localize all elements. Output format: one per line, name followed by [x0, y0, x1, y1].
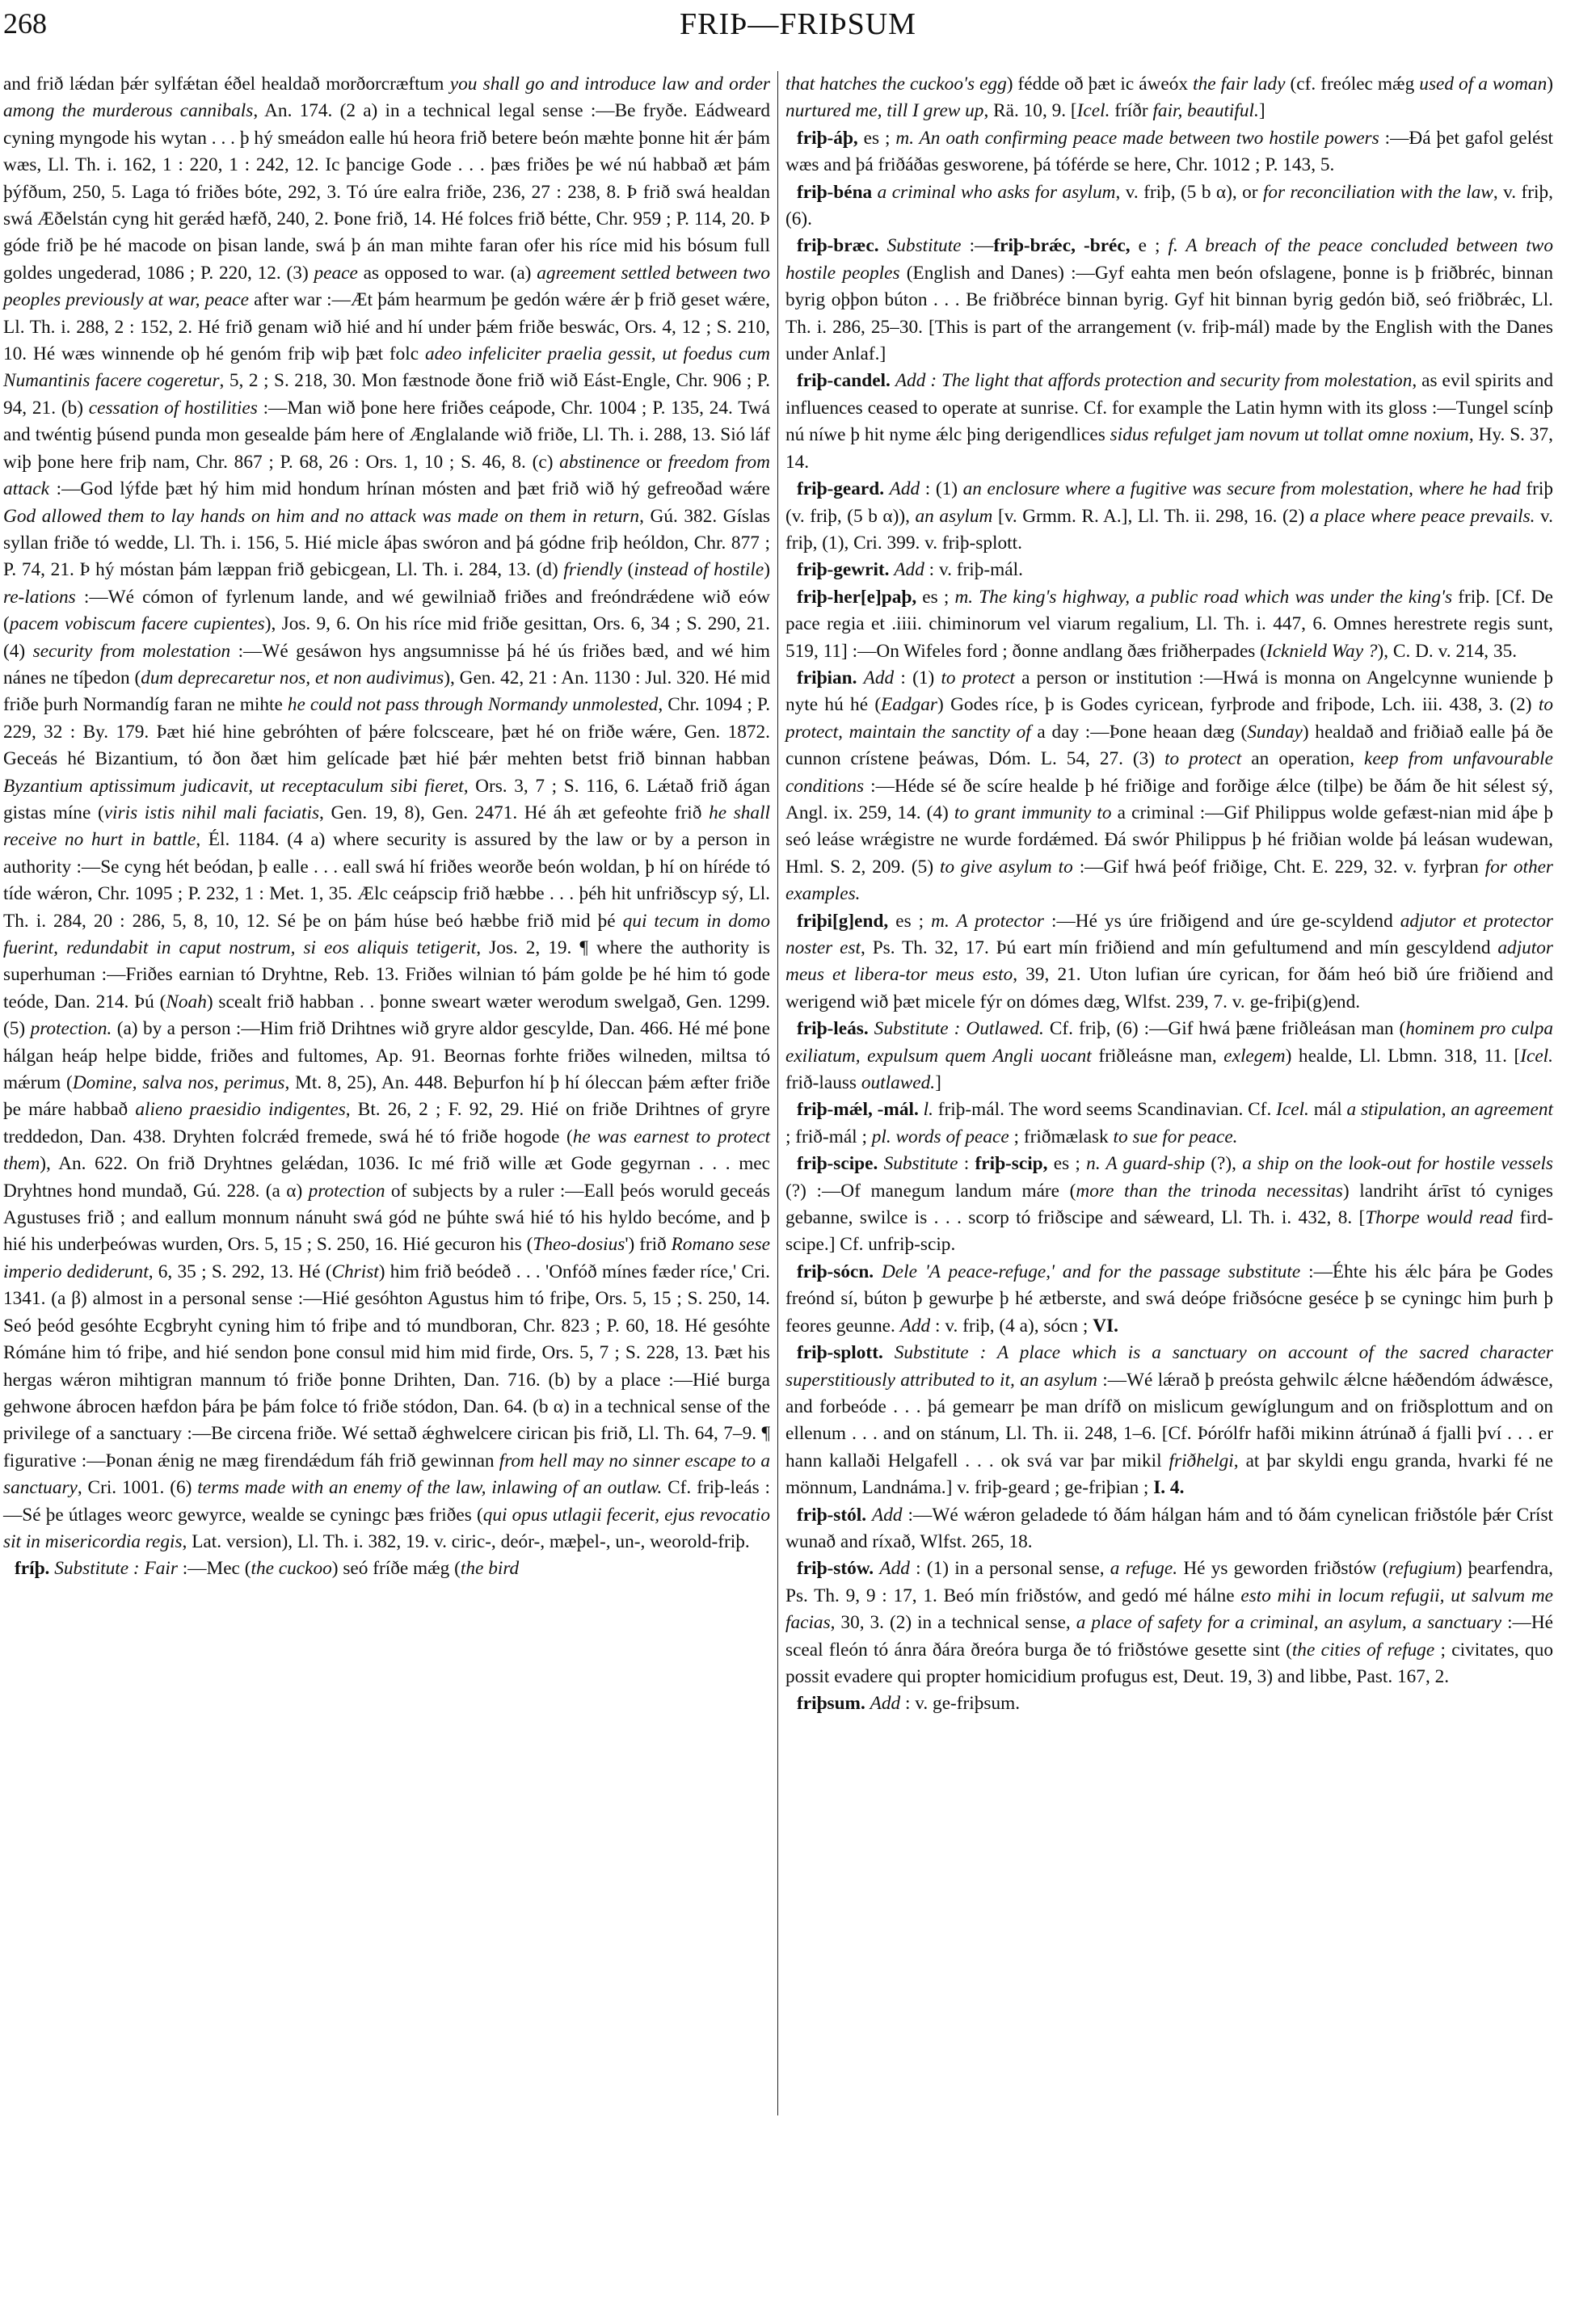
entry-continuation — [785, 71, 1553, 125]
italic-text: Theo-dosius — [533, 1234, 625, 1256]
entry-text: a criminal :—Gif Philippus wolde gefæst-nian mid áþe þ seó leáse wrǽgistre ne wurde fordǽmed. Ðá swór Philippus þ hé friðian wolde þá leásan wudewan, Hml. S. 2, 209. (5) — [785, 802, 1554, 878]
italic-text: for other examples. — [785, 856, 1553, 905]
entry-text: :—Héde sé ðe scíre healde þ hé friðige and forðige ǽlce (tilþe) be ðám ðe hit sélest sý, Angl. ix. 259, 14. (4) — [785, 775, 1553, 823]
italic-text: the cuckoo — [251, 1558, 332, 1580]
italic-text: Substitute — [886, 235, 962, 257]
entry-text: [v. Grmm. R. A.], Ll. Th. ii. 298, 16. (2) — [992, 505, 1310, 527]
entry-text: ) fédde oð þæt ic áweóx — [1006, 74, 1194, 95]
entry-text: ; friðmælask — [1009, 1126, 1114, 1147]
entry-text: ) landriht árīst tó cyniges gebanne, swilce is . . . scorp tó friðscipe and sǽweard, Ll. Th. i. 432, 8. [ — [785, 1180, 1553, 1229]
dictionary-entry — [3, 1555, 770, 1582]
entry-text: , Lat. version), Ll. Th. i. 382, 19. v. ciric-, deór-, mæþel-, un-, weorold-friþ. — [182, 1530, 750, 1552]
entry-text: ), C. D. v. 214, 35. — [1377, 640, 1518, 662]
entry-text: :—Hé ys úre friðigend and úre ge-scyldend — [1044, 910, 1400, 932]
dictionary-entry — [785, 1097, 1553, 1151]
headword: friþ-áþ, — [797, 127, 858, 149]
entry-text: an operation, — [1241, 748, 1364, 770]
entry-text: , Ps. Th. 32, 17. Þú eart mín friðiend and mín gefultumend and mín gescyldend — [861, 937, 1498, 958]
italic-text: protection. — [30, 1018, 112, 1040]
headword: friþsum. — [797, 1693, 865, 1715]
entry-text: ) þearfendra, Ps. Th. 9, 9 : 17, 1. Beó mín friðstów, and gedó mé hálne — [785, 1558, 1554, 1606]
entry-text: , Chr. 1094 ; P. 229, 32 : By. 179. Þæt hié hine gebróhten of þǽre folcsceare, þæt hé on friðe wǽre, Gen. 1872. Geceás hé Bizantium, tó ðon ðæt him gelícade þæt hié þǽr mehten betst frið binnan habban — [3, 694, 771, 770]
dictionary-entry — [785, 1151, 1553, 1259]
entry-text: ) him frið beódeð . . . 'Onfóð mínes fæder ríce,' Cri. 1341. (a β) almost in a personal sense :—Hié gesóhton Agustus him tó friþe, Ors. 5, 15 ; S. 250, 14. Seó þeód gesóhte Ecgbryht cyning him tó friþe and tó mundboran, Chr. 823 ; P. 60, 18. Hé gesóhte Rómáne him tó friþe, and hié sendon þone consul mid him mid firde, Ors. 5, 7 ; S. 228, 13. Þæt his hergas wǽron mihtigran mannum tó friðe þonne Drihten, Dan. 716. (b) by a place :—Hié burga gehwone ábrocen hæfdon þára þe þám folce tó friðe stódon, Dan. 64. (b α) in a technical sense of the privilege of a sanctuary :—Be circena friðe. Wé settað ǽghwelcere cirican þis frið, Ll. Th. 64, 7–9. ¶ figurative :—Þonan ǽnig ne mæg firendǽdum fáh frið gewinnan — [3, 1261, 771, 1471]
headword: I. 4. — [1153, 1477, 1185, 1499]
italic-text: terms made with an enemy of the law, inlawing of an outlaw. — [197, 1477, 663, 1499]
entry-text: after war :—Æt þám hearmum þe gedón wǽre ǽr þ frið geset wǽre, Ll. Th. i. 288, 2 : 152, 2. Hé frið genam wið hié and hí under þǽm friðe beswác, Ors. 4, 12 ; S. 210, 10. Hé wæs winnende oþ hé genóm friþ wiþ þæt folc — [3, 289, 770, 365]
italic-text: Add — [872, 1504, 903, 1526]
italic-text: you shall go and introduce law and order among the murderous cannibals — [3, 74, 770, 122]
italic-text: Domine, salva nos, perimus — [72, 1072, 285, 1094]
italic-text: Icel. — [1276, 1099, 1309, 1121]
entry-text: ] — [935, 1072, 941, 1094]
page-number: 268 — [3, 7, 47, 40]
entry-text: : v. friþ, (4 a), sócn ; — [930, 1315, 1093, 1337]
entry-text: :—Wé cómon of fyrlenum lande, and wé gewilniað friðes and freóndrǽdene wið eów ( — [3, 586, 770, 635]
dictionary-entry — [785, 233, 1553, 368]
italic-text: n. A guard-ship — [1086, 1153, 1205, 1175]
entry-text: : (1) — [920, 478, 963, 500]
entry-text: , 6, 35 ; S. 292, 13. Hé ( — [148, 1261, 332, 1282]
italic-text: a refuge. — [1110, 1558, 1178, 1580]
italic-text: pacem vobiscum facere cupientes — [9, 613, 265, 635]
entry-text: Cf. friþ-leás :—Sé þe útlages weorc gewyrce, wealde se cyningc þæs friðes ( — [3, 1477, 770, 1526]
entry-text: ) healde, Ll. Lbmn. 318, 11. [ — [1285, 1045, 1521, 1067]
italic-text: m. A protector — [931, 910, 1044, 932]
entry-text — [878, 1153, 883, 1174]
entry-text: ), Gen. 42, 21 : An. 1130 : Jul. 320. Hé mid friðe þurh Normandíg faran ne mihte — [3, 667, 770, 716]
italic-text: re-lations — [3, 586, 76, 608]
italic-text: he was earnest to protect them — [3, 1126, 771, 1175]
entry-text: fríðr — [1110, 100, 1153, 122]
left-column — [3, 71, 770, 1583]
entry-text: : v. friþ-mál. — [924, 559, 1023, 581]
italic-text: adjutor meus et libera-tor meus esto — [785, 937, 1553, 986]
entry-text: : v. ge-friþsum. — [900, 1693, 1021, 1715]
entry-text: a person or institution :—Hwá is monna on Angelcynne wuniende þ nyte hú hé ( — [785, 667, 1553, 716]
italic-text: cessation of hostilities — [88, 397, 258, 419]
headword: friþ-stów. — [797, 1558, 874, 1580]
entry-text: :—Wé gesáwon hys angsumnisse þá hé ús friðes bæd, and wé him nánes ne tíþedon ( — [3, 640, 771, 688]
entry-text: mál — [1308, 1099, 1347, 1121]
entry-text: ; civitates, quo possit evadere qui propter homicidium profugus est, Deut. 19, 3) and libbe, Past. 167, 2. — [785, 1639, 1554, 1687]
italic-text: Dele 'A peace-refuge,' and for the passage substitute — [881, 1261, 1301, 1282]
italic-text: Add — [870, 1693, 901, 1715]
entry-text: friþ-mál. The word seems Scandinavian. Cf. — [933, 1099, 1277, 1121]
italic-text: Icel. — [1076, 100, 1110, 122]
running-title: FRIÞ—FRIÞSUM — [680, 7, 916, 41]
italic-text: to protect — [941, 667, 1015, 688]
entry-text: :—Wé wǽron geladede tó ðám hálgan hám and tó ðám cynelican friðstóle þǽr Críst wunað and ríxað, Wlfst. 265, 18. — [785, 1504, 1553, 1552]
dictionary-entry — [785, 1502, 1553, 1556]
entry-text: : (1) — [894, 667, 941, 688]
dictionary-entry — [785, 179, 1553, 234]
entry-text: fird-scipe.] Cf. unfriþ-scip. — [785, 1207, 1553, 1256]
italic-text: a ship on the look-out for hostile vessels — [1242, 1153, 1553, 1175]
entry-text: , v. friþ, (5 b α), or — [1115, 181, 1263, 203]
headword: fríþ. — [15, 1558, 50, 1580]
entry-text: , Él. 1184. (4 a) where security is assured by the law or by a person in authority :—Se cyng hét beódan, þ ealle . . . eall swá hí friðes weorðe beón woldan, þ hí on híréde tó tíde wǽron, Chr. 1095 ; P. 232, 1 : Met. 1, 35. Ælc ceápscip frið hæbbe . . . þéh hit unfriðscyp sý, Ll. Th. i. 284, 20 : 286, 5, 8, 10, 12. Sé þe on þám húse beó hæbbe frið mid þé — [3, 829, 770, 932]
italic-text: esto mihi in locum refugii, ut salvum me facias — [785, 1585, 1554, 1634]
entry-text: ') frið — [625, 1234, 672, 1256]
headword: friþ-mǽl, -mál. — [797, 1099, 919, 1121]
headword: friþ-scip, — [975, 1153, 1048, 1175]
italic-text: dum deprecaretur nos, et non audivimus — [141, 667, 444, 688]
italic-text: Add — [889, 478, 920, 500]
entry-text: , Gen. 19, 8), Gen. 2471. Hé áh æt gefeohte frið — [319, 802, 710, 823]
headword: friþ-her[e]paþ, — [797, 586, 917, 608]
entry-text: ) seó fríðe mǽg ( — [331, 1558, 461, 1580]
italic-text: pl. words of peace — [871, 1126, 1009, 1147]
entry-text — [866, 1505, 872, 1526]
italic-text: outlawed. — [861, 1072, 936, 1094]
italic-text: he could not pass through Normandy unmolested — [287, 694, 659, 716]
italic-text: alieno praesidio indigentes — [135, 1099, 346, 1121]
italic-text: the fair lady — [1193, 74, 1286, 95]
entry-text: , as evil spirits and influences ceased to operate at sunrise. Cf. for example the Latin hymn with its gloss :—Tungel scínþ nú níwe þ hit nyme ǽlc þing derigendlices — [785, 370, 1553, 446]
entry-text: , Cri. 1001. (6) — [77, 1477, 198, 1499]
italic-text: more than the trinoda necessitas — [1076, 1180, 1343, 1202]
italic-text: to protect, maintain the sanctity of — [785, 694, 1553, 743]
entry-text — [884, 478, 890, 499]
italic-text: Substitute : Outlawed. — [874, 1018, 1044, 1040]
entry-text: frið-lauss — [785, 1072, 861, 1094]
entry-text: :—Man wið þone here friðes ceápode, Chr. 1004 ; P. 135, 24. Twá and twéntig þúsend punda mon gesealde þám here of Ænglalande wið friðe, Ll. Th. i. 288, 13. Sió láf wiþ þone here friþ nam, Chr. 867 ; P. 68, 26 : Ors. 1, 10 ; S. 46, 8. (c) — [3, 397, 770, 473]
dictionary-entry — [785, 1340, 1553, 1501]
entry-text: ] — [1258, 100, 1265, 122]
italic-text: the cities of refuge — [1291, 1639, 1435, 1661]
entry-continuation — [3, 71, 770, 1555]
headword: friþ-leás. — [797, 1018, 869, 1040]
italic-text: m. The king's highway, a public road which was under the king's — [954, 586, 1453, 608]
dictionary-entry — [785, 476, 1553, 557]
entry-text: as opposed to war. (a) — [357, 262, 537, 284]
dictionary-entry — [785, 368, 1553, 476]
dictionary-entry — [785, 908, 1553, 1017]
entry-text: :—Gif hwá þeóf friðige, Cht. E. 229, 32. v. fyrþran — [1072, 856, 1485, 878]
italic-text: Thorpe would read — [1365, 1207, 1514, 1229]
entry-text: :—Éhte his ǽlc þára þe Godes freónd sí, búton þ gewurþe þ hé ætberste, and swá deópe friðsócne gesécе þ se cyningc him þurh þ feores geunne. — [785, 1261, 1553, 1337]
entry-text: ) scealt frið habban . . þonne sweart wæter werodum swelgað, Gen. 1299. (5) — [3, 991, 770, 1040]
dictionary-entry — [785, 584, 1553, 665]
entry-text: , Rä. 10, 9. [ — [983, 100, 1077, 122]
italic-text: Substitute — [883, 1153, 958, 1175]
headword: friþian. — [797, 667, 857, 688]
entry-text: e ; — [1130, 235, 1169, 257]
entry-text: , v. friþ, (6). — [785, 181, 1553, 230]
entry-text: , Gú. 382. Gíslas syllan friðe tó wedde, Ll. Th. i. 156, 5. Hié micle áþas swóron and þá gódne friþ heóldon, Chr. 877 ; P. 74, 21. Þ hý móstan þám læppan frið gebicgean, Ll. Th. i. 284, 13. (d) — [3, 505, 771, 581]
entry-text: (English and Danes) :—Gyf eahta men beón ofslagene, þonne is þ friðbréc, binnan byrig oþþon búton . . . Be friðbréce binnan byrig. Gyf hit binnan byrig gedón bið, seó friðbrǽc, Ll. Th. i. 286, 25–30. [This is part of the arrangement (v. friþ-mál) made by the English with the Danes under Anlaf.] — [785, 262, 1553, 365]
column-divider — [777, 71, 778, 2115]
italic-text: Add : The light that affords protection and security from molestation — [895, 370, 1413, 392]
italic-text: exlegem — [1223, 1045, 1286, 1067]
italic-text: he shall receive no hurt in battle — [3, 802, 771, 851]
italic-text: refugium — [1388, 1558, 1456, 1580]
entry-text: (cf. freólec mǽg — [1285, 74, 1420, 95]
entry-text: es ; — [916, 586, 955, 608]
entry-text: ; frið-mál ; — [785, 1126, 872, 1147]
entry-text: , at þar skyldi engu granda, hvarki fé ne mönnum, Landnáma.] v. friþ-geard ; ge-friþian ; — [785, 1450, 1553, 1499]
dictionary-entry — [785, 1016, 1553, 1097]
entry-text: :— — [961, 235, 994, 257]
italic-text: Substitute : Fair — [54, 1558, 178, 1580]
italic-text: qui tecum in domo fuerint, redundabit in caput nostrum, si eos aliquis tetigerit — [3, 910, 770, 958]
italic-text: God allowed them to lay hands on him and no attack was made on them in return — [3, 505, 640, 527]
entry-text: v. friþ, (1), Cri. 399. v. friþ-splott. — [785, 505, 1553, 554]
entry-text — [883, 1342, 895, 1363]
entry-text: ) — [1547, 74, 1553, 95]
entry-text — [869, 1018, 874, 1039]
entry-text: or — [639, 451, 668, 473]
italic-text: from hell may no sinner escape to a sanctuary — [3, 1450, 770, 1499]
italic-text: to give asylum to — [940, 856, 1073, 878]
italic-text: friendly — [563, 559, 622, 581]
entry-text: ( — [621, 559, 634, 581]
dictionary-entry — [785, 665, 1553, 908]
italic-text: Sunday — [1247, 721, 1303, 743]
entry-text: , An. 174. (2 a) in a technical legal sense :—Be fryðe. Eádweard cyning myngode his wytan . . . þ hý smeádon ealle hú heora frið betere beón mæhte þonne hit ǽr þám wæs, Ll. Th. i. 162, 1 : 220, 1 : 242, 12. Ic þancige Gode . . . þæs friðes þe wé nú habbað æt þám þýfðum, 250, 5. Laga tó friðes bóte, 292, 3. Tó úre ealra friðe, 236, 27 : 238, 8. Þ frið swá healdan swá Æðelstán cyng hit gerǽd hæfð, 240, 2. Þone frið, 14. Hé folces frið bétte, Chr. 959 ; P. 114, 20. Þ góde frið þe hé macode on þisan lande, swá þ án man mihte faran ofer his ríce mid his bósum full goldes ungederad, 1086 ; P. 220, 12. (3) — [3, 100, 770, 284]
entry-text: friþ (v. friþ, (5 b α)), — [785, 478, 1553, 527]
entry-text: (?), — [1204, 1153, 1243, 1175]
entry-text: ), An. 622. On frið Dryhtnes gelǽdan, 1036. Ic mé frið wille æt Gode gegyrnan . . . mec Dryhtnes hond mundað, Gú. 228. (a α) — [3, 1153, 770, 1202]
italic-text: an enclosure where a fugitive was secure from molestation, where he had — [962, 478, 1521, 500]
headword: friþ-brǽc, -bréc, — [993, 235, 1131, 257]
headword: friþ-stól. — [797, 1504, 867, 1526]
italic-text: qui opus utlagii fecerit, ejus revocatio sit in misericordia regis — [3, 1504, 770, 1552]
entry-text: es ; — [888, 910, 932, 932]
headword: friþ-splott. — [797, 1342, 883, 1364]
italic-text: security from molestation — [32, 640, 231, 662]
entry-text: , 39, 21. Uton lufian úre cyrican, for ðám heó bið úre friðiend and werigend wið þæt micele fýr on dómes dæg, Wlfst. 239, 7. v. ge-friþi(g)end. — [785, 964, 1553, 1012]
italic-text: Substitute : A place which is a sanctuary on account of the sacred character superstitiously attributed to it, an asylum — [785, 1342, 1553, 1391]
italic-text: sidus refulget jam novum ut tollat omne noxium — [1110, 424, 1469, 446]
italic-text: Icel. — [1520, 1045, 1553, 1067]
italic-text: used of a woman — [1419, 74, 1548, 95]
entry-text: , Ors. 3, 7 ; S. 116, 6. Lǽtað frið ágan gistas míne ( — [3, 775, 770, 823]
italic-text: to grant immunity to — [954, 802, 1112, 823]
entry-text: a day :—Þone heaan dæg ( — [1030, 721, 1248, 743]
dictionary-entry — [785, 557, 1553, 583]
entry-text: es ; — [857, 127, 896, 149]
italic-text: viris istis nihil mali faciatis — [103, 802, 320, 823]
italic-text: Eadgar — [881, 694, 938, 716]
italic-text: for reconciliation with the law — [1262, 181, 1493, 203]
italic-text: Icknield Way ? — [1265, 640, 1378, 662]
italic-text: peace — [314, 262, 358, 284]
italic-text: the bird — [460, 1558, 520, 1580]
entry-text: , 30, 3. (2) in a technical sense, — [830, 1612, 1076, 1634]
italic-text: l. — [923, 1099, 933, 1121]
entry-text: (a) by a person :—Him frið Drihtnes wið gryre aldor gescylde, Dan. 466. Hé mé þone hálgan heáp helpe bidde, friðes and fultomes, Ap. 91. Beornas forhte friðes wilneden, miltsa tó mǽrum ( — [3, 1018, 770, 1094]
italic-text: a stipulation, an agreement — [1346, 1099, 1553, 1121]
entry-text: ) healdað and friðiað ealle þá ðe cunnon crístene þeáwas, Dóm. L. 54, 27. (3) — [785, 721, 1553, 770]
dictionary-entry — [785, 125, 1553, 179]
italic-text: f. A breach of the peace concluded between two hostile peoples — [785, 235, 1553, 284]
italic-text: to protect — [1164, 748, 1242, 770]
italic-text: that hatches the cuckoo's egg — [785, 74, 1007, 95]
italic-text: Romano sese imperio dediderunt — [3, 1234, 771, 1282]
italic-text: an asylum — [915, 505, 993, 527]
headword: friþ-bræc. — [797, 235, 879, 257]
italic-text: adeo infeliciter praelia gessit, ut foedus cum Numantinis facere cogeretur — [3, 343, 770, 392]
italic-text: agreement settled between two peoples previously at war, peace — [3, 262, 770, 311]
headword: friþ-scipe. — [797, 1153, 878, 1175]
headword: friþ-gewrit. — [797, 559, 890, 581]
italic-text: freedom from attack — [3, 451, 770, 500]
headword: VI. — [1093, 1315, 1118, 1337]
italic-text: fair, beautiful. — [1152, 100, 1259, 122]
italic-text: Add — [879, 1558, 910, 1580]
entry-text: (?) :—Of manegum landum máre ( — [785, 1180, 1076, 1202]
italic-text: nurtured me, till I grew up — [785, 100, 984, 122]
entry-text: and frið lǽdan þǽr sylfǽtan éðel healdað morðorcræftum — [3, 74, 450, 95]
entry-text: Cf. friþ, (6) :—Gif hwá þæne friðleásan man ( — [1043, 1018, 1406, 1040]
italic-text: Add — [894, 559, 924, 581]
italic-text: protection — [308, 1180, 385, 1202]
italic-text: Noah — [166, 991, 207, 1012]
entry-text — [874, 1261, 882, 1282]
dictionary-entry — [785, 1555, 1553, 1690]
entry-text: ) — [764, 559, 770, 581]
headword: friþi[g]end, — [797, 910, 889, 932]
italic-text: hominem pro culpa exiliatum, expulsum quem Angli uocant — [785, 1018, 1554, 1067]
italic-text: to sue for peace. — [1113, 1126, 1238, 1147]
italic-text: adjutor et protector noster est — [785, 910, 1553, 958]
entry-text: ), Jos. 9, 6. On his ríce mid friðe gesittan, Ors. 6, 34 ; S. 290, 21. (4) — [3, 613, 770, 662]
entry-text — [857, 667, 863, 688]
headword: friþ-sócn. — [797, 1261, 874, 1282]
italic-text: instead of hostile — [634, 559, 764, 581]
entry-text: friþ. [Cf. De pace regia et .iiii. chiminorum vel viarum regalium, Ll. Th. i. 447, 6. Omnes herestrete regis sunt, 519, 11] :—On Wifeles ford ; ðonne andlang ðæs friðherpades ( — [785, 586, 1554, 662]
italic-text: a criminal who asks for asylum — [877, 181, 1116, 203]
entry-text: , Hy. S. 37, 14. — [785, 424, 1553, 473]
italic-text: Add — [899, 1315, 931, 1337]
italic-text: Byzantium aptissimum judicavit, ut receptaculum sibi fieret — [3, 775, 464, 797]
headword: friþ-béna — [797, 181, 873, 203]
italic-text: Add — [863, 667, 895, 688]
right-column — [785, 71, 1553, 1718]
entry-text: , Bt. 26, 2 ; F. 92, 29. Hié on friðe Drihtnes of gryre treddedon, Dan. 438. Dryhten folcrǽd fremede, swá hé tó friðe hogode ( — [3, 1099, 770, 1147]
entry-text: :—Wé lǽrað þ preósta gehwilc ǽlcne hǽðendóm ádwǽsce, and forbeóde . . . þá gemearr þe man drífð on mislicum gewíglungum and on friðsplottum and on ellenum . . . and on stánum, Ll. Th. ii. 248, 1–6. [Cf. Þórólfr hafði mikinn átrúnað á fjalli því . . . er hann kallaði Helgafell . . . ok svá var þar mikil — [785, 1369, 1553, 1471]
entry-text: :—Mec ( — [177, 1558, 251, 1580]
entry-text: :—God lýfde þæt hý him mid hondum hrínan mósten and þæt frið wið hý gefreoðad wǽre — [48, 478, 770, 500]
italic-text: Christ — [331, 1261, 379, 1282]
entry-text: of subjects by a ruler :—Eall þeós woruld geceás Agustuses frið ; and eallum monnum nánuht swá gód ne þúhte swá hié tó his hyldo becóme, and þ hié his underþeówas wurden, Ors. 5, 15 ; S. 250, 16. Hié gecuron his ( — [3, 1180, 770, 1256]
entry-text: , Mt. 8, 25), An. 448. Beþurfon hí þ hí óleccan þǽm æfter friðe þe máre habbað — [3, 1072, 770, 1121]
entry-text — [879, 235, 887, 256]
dictionary-entry — [785, 1690, 1553, 1717]
entry-text: :—Ðá þet gafol gelést wæs and þá friðáðas gesworene, þá tóférde se here, Chr. 1012 ; P. 143, 5. — [785, 127, 1553, 176]
entry-text: : (1) in a personal sense, — [909, 1558, 1110, 1580]
entry-text: ) Godes ríce, þ is Godes cyricean, fyrþrode and friþode, Lch. iii. 438, 3. (2) — [937, 694, 1539, 716]
italic-text: keep from unfavourable conditions — [785, 748, 1553, 797]
italic-text: m. An oath confirming peace made between two hostile powers — [895, 127, 1379, 149]
entry-text: :—Hé sceal fleón tó ánra ðára ðreóra burga ðe tó friðstówe gesette sint ( — [785, 1612, 1554, 1661]
entry-text: : — [958, 1153, 975, 1175]
italic-text: a place where peace prevails. — [1309, 505, 1535, 527]
headword: friþ-candel. — [797, 370, 891, 392]
entry-text: es ; — [1047, 1153, 1087, 1175]
italic-text: a place of safety for a criminal, an asylum, a sanctuary — [1076, 1612, 1502, 1634]
italic-text: abstinence — [559, 451, 640, 473]
entry-text: , Jos. 2, 19. ¶ where the authority is superhuman :—Friðes earnian tó Dryhtne, Reb. 13. Friðes wilnian tó þám golde þe hé him tó gode teóde, Dan. 214. Þú ( — [3, 937, 770, 1012]
dictionary-entry — [785, 1259, 1553, 1340]
entry-text: , 5, 2 ; S. 218, 30. Mon fæstnode ðone frið wið Eást-Engle, Chr. 906 ; P. 94, 21. (b) — [3, 370, 770, 419]
italic-text: friðhelgi — [1169, 1450, 1234, 1471]
entry-text: friðleásne man, — [1091, 1045, 1224, 1067]
headword: friþ-geard. — [797, 478, 885, 500]
entry-text: Hé ys geworden friðstów ( — [1177, 1558, 1389, 1580]
